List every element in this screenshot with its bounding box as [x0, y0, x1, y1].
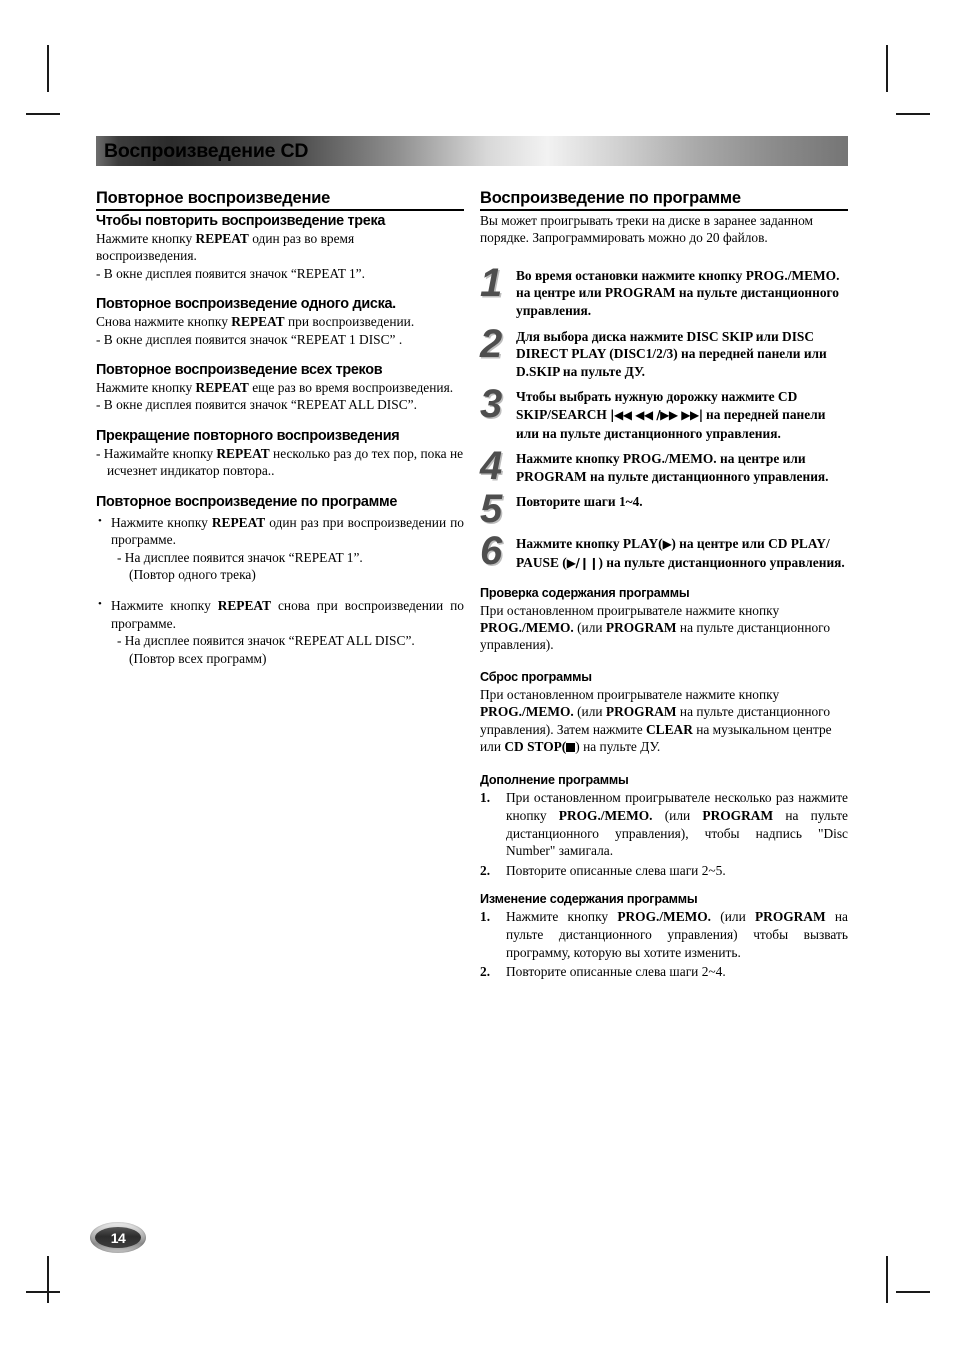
- repeat-one-disc-block: [96, 295, 464, 348]
- check-program-t1: При остановленном проигрывателе нажмите кнопку: [480, 602, 780, 618]
- list-item: [480, 908, 848, 961]
- step-number: 6: [480, 529, 502, 574]
- play-pause-symbol-icon: ▶/❙❙: [566, 555, 599, 570]
- prog-memo-button-name: PROG./MEMO.: [480, 619, 574, 635]
- step-5: [480, 487, 848, 532]
- program-repeat-block: [96, 493, 464, 668]
- repeat-track-line1: [96, 230, 464, 247]
- repeat-track-line2: воспроизведения.: [96, 248, 197, 264]
- list-item: Повторите описанные слева шаги 2~5.: [506, 862, 726, 878]
- add-program-heading: Дополнение программы: [480, 773, 629, 788]
- left-section-heading: Повторное воспроизведение: [96, 188, 464, 211]
- program-repeat-item2-a: Нажмите кнопку: [111, 598, 218, 614]
- crop-mark-bottom-left-horizontal: [26, 1291, 60, 1293]
- check-program-t3: на пульте дистанционного управления).: [480, 619, 831, 653]
- program-button-name: PROGRAM: [605, 619, 677, 635]
- crop-mark-bottom-left-vertical: [47, 1256, 49, 1303]
- stop-repeat-block: [96, 427, 464, 480]
- step-text: Нажмите кнопку PROG./MEMO. на центре или PROGRAM на пульте дистанционного управления.: [516, 451, 829, 484]
- prog-memo-button-name: PROG./MEMO.: [558, 807, 653, 823]
- step-1: [480, 260, 848, 320]
- program-button-name: PROGRAM: [754, 909, 826, 925]
- program-repeat-item1-c: один раз при воспроизведении по программе.: [111, 514, 464, 548]
- repeat-button-name: REPEAT: [217, 598, 272, 614]
- step-number: 5: [480, 487, 502, 532]
- repeat-track-line1-a: Нажмите кнопку: [96, 231, 196, 246]
- step-4: [480, 444, 848, 489]
- step-6-text-mid: ) на центре или CD PLAY/ PAUSE (: [516, 536, 830, 570]
- repeat-track-block: [96, 212, 464, 282]
- repeat-one-disc-heading: Повторное воспроизведение одного диска.: [96, 296, 396, 313]
- repeat-button-name: REPEAT: [216, 445, 270, 461]
- repeat-all-tracks-line1-c: еще раз во время воспроизведения.: [248, 380, 454, 396]
- program-repeat-item1-a: Нажмите кнопку: [111, 514, 212, 530]
- page-title-bar: [96, 136, 848, 166]
- list-item: [96, 514, 464, 584]
- program-steps-list: [480, 260, 848, 574]
- two-column-layout: [96, 188, 848, 983]
- repeat-button-name: REPEAT: [231, 314, 285, 330]
- change-program-item1-t2: (или: [711, 909, 755, 925]
- add-program-item1-t3: на пульте дистанционного управления), чтобы надпись "Disc Number" замигала.: [506, 807, 848, 859]
- reset-program-t2: (или: [573, 704, 606, 720]
- list-item: Повторите описанные слева шаги 2~4.: [506, 964, 726, 980]
- step-text: [516, 384, 848, 442]
- stop-square-icon: [566, 743, 575, 752]
- change-program-list: [480, 908, 848, 980]
- crop-mark-top-right-horizontal: [896, 113, 930, 115]
- repeat-button-name: REPEAT: [195, 231, 249, 246]
- step-number: 2: [480, 321, 502, 366]
- change-program-heading: Изменение содержания программы: [480, 892, 698, 907]
- stop-repeat-heading: Прекращение повторного воспроизведения: [96, 427, 400, 444]
- add-program-list: [480, 789, 848, 879]
- manual-page: [96, 136, 848, 983]
- reset-program-t5: ) на пульте ДУ.: [575, 738, 661, 754]
- repeat-all-tracks-line2: - В окне дисплея появится значок “REPEAT ALL DISC”.: [96, 397, 417, 413]
- repeat-one-disc-line1-a: Снова нажмите кнопку: [96, 314, 232, 330]
- step-number: 3: [480, 382, 502, 427]
- program-repeat-list: [96, 514, 464, 668]
- prog-memo-button-name: PROG./MEMO.: [480, 704, 574, 720]
- repeat-button-name: REPEAT: [195, 380, 249, 396]
- add-program-item1-t1: При остановленном проигрывателе несколько раз нажмите кнопку: [506, 790, 848, 823]
- repeat-track-line3: - В окне дисплея появится значок “REPEAT 1”.: [96, 265, 365, 281]
- stop-repeat-line1: [96, 445, 464, 480]
- program-repeat-item2-c: снова при воспроизведении по программе.: [111, 598, 464, 631]
- clear-button-name: CLEAR: [645, 721, 693, 737]
- crop-mark-top-left-horizontal: [26, 113, 60, 115]
- step-3-text-before: Чтобы выбрать нужную дорожку нажмите CD SKIP/SEARCH: [516, 389, 798, 422]
- reset-program-heading: Сброс программы: [480, 669, 592, 684]
- step-text: [516, 531, 848, 572]
- page-title: Воспроизведение CD: [104, 140, 309, 162]
- repeat-one-disc-line1: [96, 313, 464, 330]
- program-play-intro: Вы может проигрывать треки на диске в заранее заданном порядке. Запрограммировать можно до 20 файлов.: [480, 213, 813, 246]
- step-number: 4: [480, 444, 502, 489]
- column-gutter: [464, 188, 480, 983]
- left-column: [96, 188, 464, 983]
- step-text: Повторите шаги 1~4.: [516, 494, 643, 510]
- change-program-item1-t3: на пульте дистанционного управления) чтобы вызвать программу, которую вы хотите изменить.: [506, 909, 848, 960]
- reset-program-t1: При остановленном проигрывателе нажмите кнопку: [480, 686, 780, 702]
- repeat-button-name: REPEAT: [211, 514, 266, 530]
- crop-mark-top-right-vertical: [886, 45, 888, 92]
- add-program-item1-t2: (или: [652, 807, 703, 823]
- step-6-text-after: ) на пульте дистанционного управления.: [598, 554, 845, 570]
- check-program-heading: Проверка содержания программы: [480, 585, 690, 600]
- repeat-one-disc-line1-c: при воспроизведении.: [284, 314, 415, 330]
- reset-program-t3: на пульте дистанционного управления). Затем нажмите: [480, 704, 831, 737]
- add-program-block: [480, 772, 848, 879]
- change-program-item1-t1: Нажмите кнопку: [506, 909, 618, 925]
- step-3-text-after: на передней панели или на пульте дистанционного управления.: [516, 406, 826, 441]
- right-section-heading: Воспроизведение по программе: [480, 188, 848, 211]
- list-item: [96, 597, 464, 667]
- step-text: Во время остановки нажмите кнопку PROG./MEMO. на центре или PROGRAM на пульте дистанционного управления.: [516, 267, 840, 318]
- step-text: Для выбора диска нажмите DISC SKIP или DISC DIRECT PLAY (DISC1/2/3) на передней панели или D.SKIP на пульте ДУ.: [516, 328, 827, 379]
- step-3: [480, 384, 848, 442]
- program-repeat-item2-sub1: - На дисплее появится значок “REPEAT ALL DISC”.: [117, 633, 415, 649]
- cd-stop-button-name: CD STOP(: [504, 738, 567, 754]
- program-repeat-item1-sub1: - На дисплее появится значок “REPEAT 1”.: [117, 549, 363, 565]
- repeat-all-tracks-line1-a: Нажмите кнопку: [96, 380, 196, 396]
- play-symbol-icon: ▶: [662, 537, 672, 552]
- program-repeat-item2-sub2: (Повтор всех программ): [129, 650, 267, 666]
- repeat-all-tracks-heading: Повторное воспроизведение всех треков: [96, 362, 383, 379]
- right-column: [480, 188, 848, 983]
- reset-program-t4: на музыкальном центре или: [480, 721, 832, 754]
- skip-search-symbols-icon: |◀◀ ◀◀ /▶▶ ▶▶|: [610, 407, 703, 422]
- check-program-block: [480, 585, 848, 654]
- program-button-name: PROGRAM: [605, 704, 677, 720]
- crop-mark-bottom-right-horizontal: [896, 1291, 930, 1293]
- repeat-track-line1-c: один раз во время: [248, 231, 355, 246]
- page-number-badge: [90, 1222, 146, 1253]
- spacer: [480, 654, 848, 669]
- crop-mark-top-left-vertical: [47, 45, 49, 92]
- check-program-t2: (или: [573, 619, 606, 635]
- program-repeat-heading: Повторное воспроизведение по программе: [96, 493, 398, 510]
- stop-repeat-line1-c: несколько раз до тех пор, пока не исчезнет индикатор повтора..: [107, 445, 464, 479]
- crop-mark-bottom-right-vertical: [886, 1256, 888, 1303]
- repeat-one-disc-line2: - В окне дисплея появится значок “REPEAT 1 DISC” .: [96, 331, 403, 347]
- page-number: 14: [110, 1229, 126, 1246]
- program-repeat-item1-sub2: (Повтор одного трека): [129, 567, 256, 583]
- prog-memo-button-name: PROG./MEMO.: [617, 909, 712, 925]
- change-program-block: [480, 891, 848, 980]
- step-2: [480, 321, 848, 381]
- step-6-text-before: Нажмите кнопку PLAY(: [516, 536, 663, 552]
- program-button-name: PROGRAM: [702, 807, 774, 823]
- stop-repeat-line1-a: - Нажимайте кнопку: [96, 445, 217, 461]
- list-item: [480, 789, 848, 859]
- reset-program-text: [480, 686, 848, 756]
- reset-program-block: [480, 669, 848, 756]
- repeat-track-heading: Чтобы повторить воспроизведение трека: [96, 213, 386, 229]
- step-6: [480, 531, 848, 572]
- step-number: 1: [480, 260, 502, 305]
- repeat-all-tracks-block: [96, 361, 464, 414]
- check-program-text: [480, 602, 848, 654]
- repeat-all-tracks-line1: [96, 379, 464, 396]
